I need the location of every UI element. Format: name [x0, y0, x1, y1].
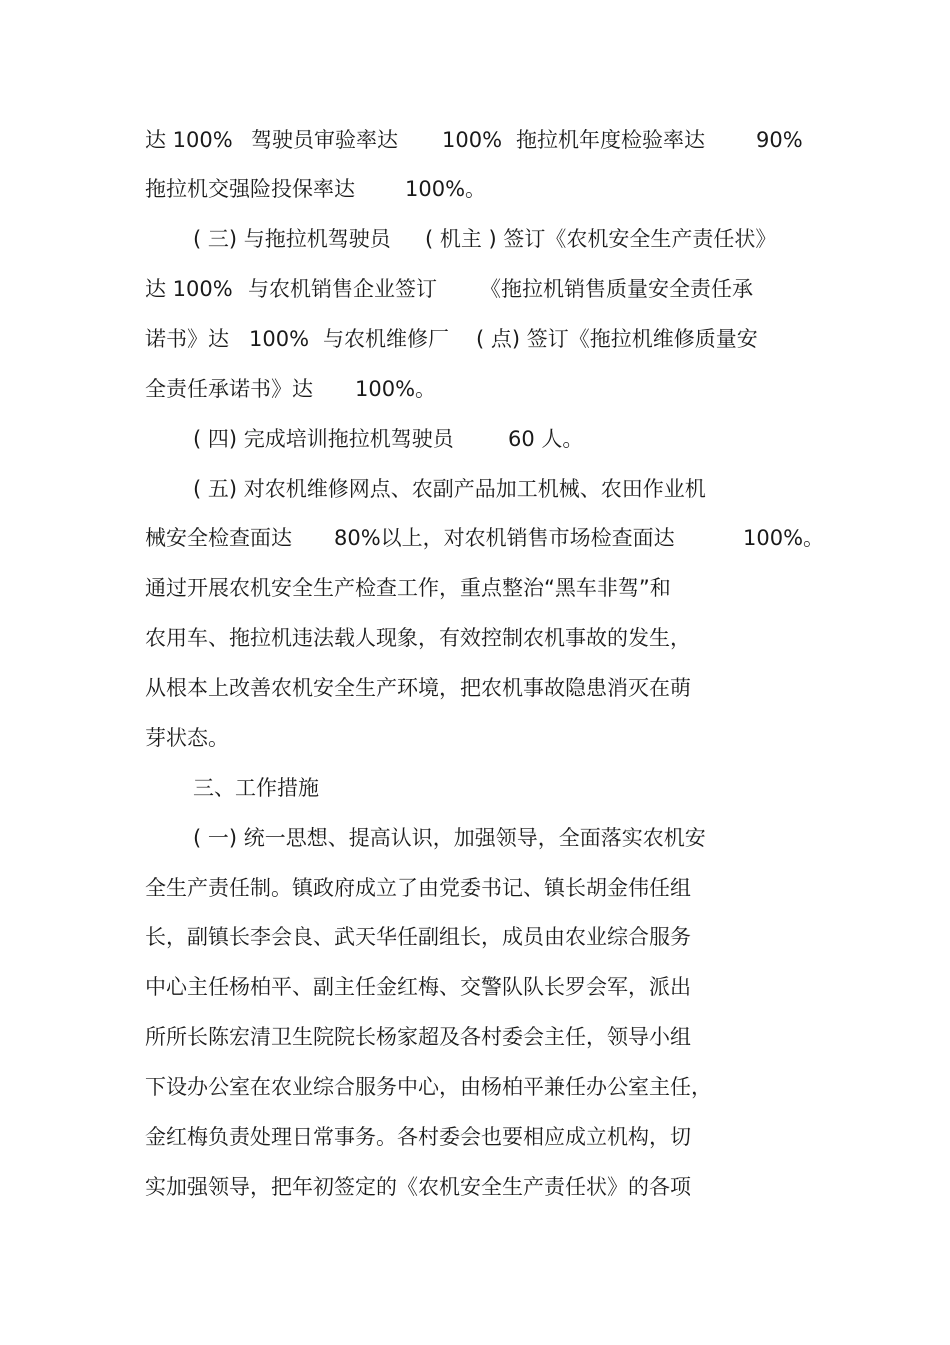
text-segment: 90%: [756, 128, 803, 152]
text-segment: 下设办公室在农业综合服务中心，由杨柏平兼任办公室主任，: [145, 1075, 712, 1099]
text-line: [0, 618, 950, 658]
text-line: [0, 967, 950, 1007]
text-line: [0, 518, 950, 558]
text-segment: 金红梅负责处理日常事务。各村委会也要相应成立机构，切: [145, 1125, 691, 1149]
text-segment: 全生产责任制。镇政府成立了由党委书记、镇长胡金伟任组: [145, 876, 691, 900]
text-line: [0, 1117, 950, 1157]
text-segment: 从根本上改善农机安全生产环境，把农机事故隐患消灭在萌: [145, 676, 691, 700]
text-segment: 60 人。: [508, 427, 584, 451]
text-segment: 80%以上，对农机销售市场检查面达: [334, 526, 675, 550]
text-segment: ( 点) 签订《拖拉机维修质量安: [476, 327, 758, 351]
text-line: [0, 469, 950, 509]
text-segment: 达 100%: [145, 277, 233, 301]
text-segment: 诺书》达: [145, 327, 229, 351]
text-segment: 中心主任杨柏平、副主任金红梅、交警队队长罗会军，派出: [145, 975, 691, 999]
text-segment: 三、工作措施: [193, 776, 319, 800]
text-segment: ( 五) 对农机维修网点、农副产品加工机械、农田作业机: [193, 477, 706, 501]
text-line: [0, 1067, 950, 1107]
text-segment: 100%。: [355, 377, 437, 401]
text-segment: 实加强领导，把年初签定的《农机安全生产责任状》的各项: [145, 1175, 691, 1199]
text-line: [0, 818, 950, 858]
section-heading: [0, 768, 950, 808]
text-segment: 100%。: [405, 177, 487, 201]
text-line: [0, 668, 950, 708]
text-line: [0, 718, 950, 758]
text-segment: 农用车、拖拉机违法载人现象，有效控制农机事故的发生，: [145, 626, 691, 650]
text-line: [0, 169, 950, 209]
text-line: [0, 219, 950, 259]
text-line: [0, 1167, 950, 1207]
text-line: [0, 1017, 950, 1057]
text-segment: ( 三) 与拖拉机驾驶员: [193, 227, 391, 251]
text-segment: ( 一) 统一思想、提高认识，加强领导，全面落实农机安: [193, 826, 706, 850]
text-line: [0, 269, 950, 309]
text-line: [0, 120, 950, 160]
text-segment: 械安全检查面达: [145, 526, 292, 550]
text-segment: 达 100%: [145, 128, 233, 152]
text-segment: 芽状态。: [145, 726, 229, 750]
text-segment: ( 机主 ) 签订《农机安全生产责任状》: [425, 227, 777, 251]
text-segment: 通过开展农机安全生产检查工作，重点整治“黑车非驾”和: [145, 576, 671, 600]
text-line: [0, 568, 950, 608]
text-segment: 长，副镇长李会良、武天华任副组长，成员由农业综合服务: [145, 925, 691, 949]
text-segment: 《拖拉机销售质量安全责任承: [480, 277, 753, 301]
text-segment: 与农机销售企业签订: [248, 277, 437, 301]
text-segment: ( 四) 完成培训拖拉机驾驶员: [193, 427, 454, 451]
text-line: [0, 868, 950, 908]
text-segment: 所所长陈宏清卫生院院长杨家超及各村委会主任，领导小组: [145, 1025, 691, 1049]
text-segment: 100%。: [743, 526, 825, 550]
text-segment: 拖拉机年度检验率达: [516, 128, 705, 152]
text-segment: 100%: [249, 327, 310, 351]
text-segment: 100%: [442, 128, 503, 152]
text-line: [0, 369, 950, 409]
text-line: [0, 419, 950, 459]
text-segment: 驾驶员审验率达: [251, 128, 398, 152]
text-segment: 全责任承诺书》达: [145, 377, 313, 401]
text-segment: 拖拉机交强险投保率达: [145, 177, 355, 201]
text-line: [0, 319, 950, 359]
text-segment: 与农机维修厂: [323, 327, 449, 351]
text-line: [0, 917, 950, 957]
